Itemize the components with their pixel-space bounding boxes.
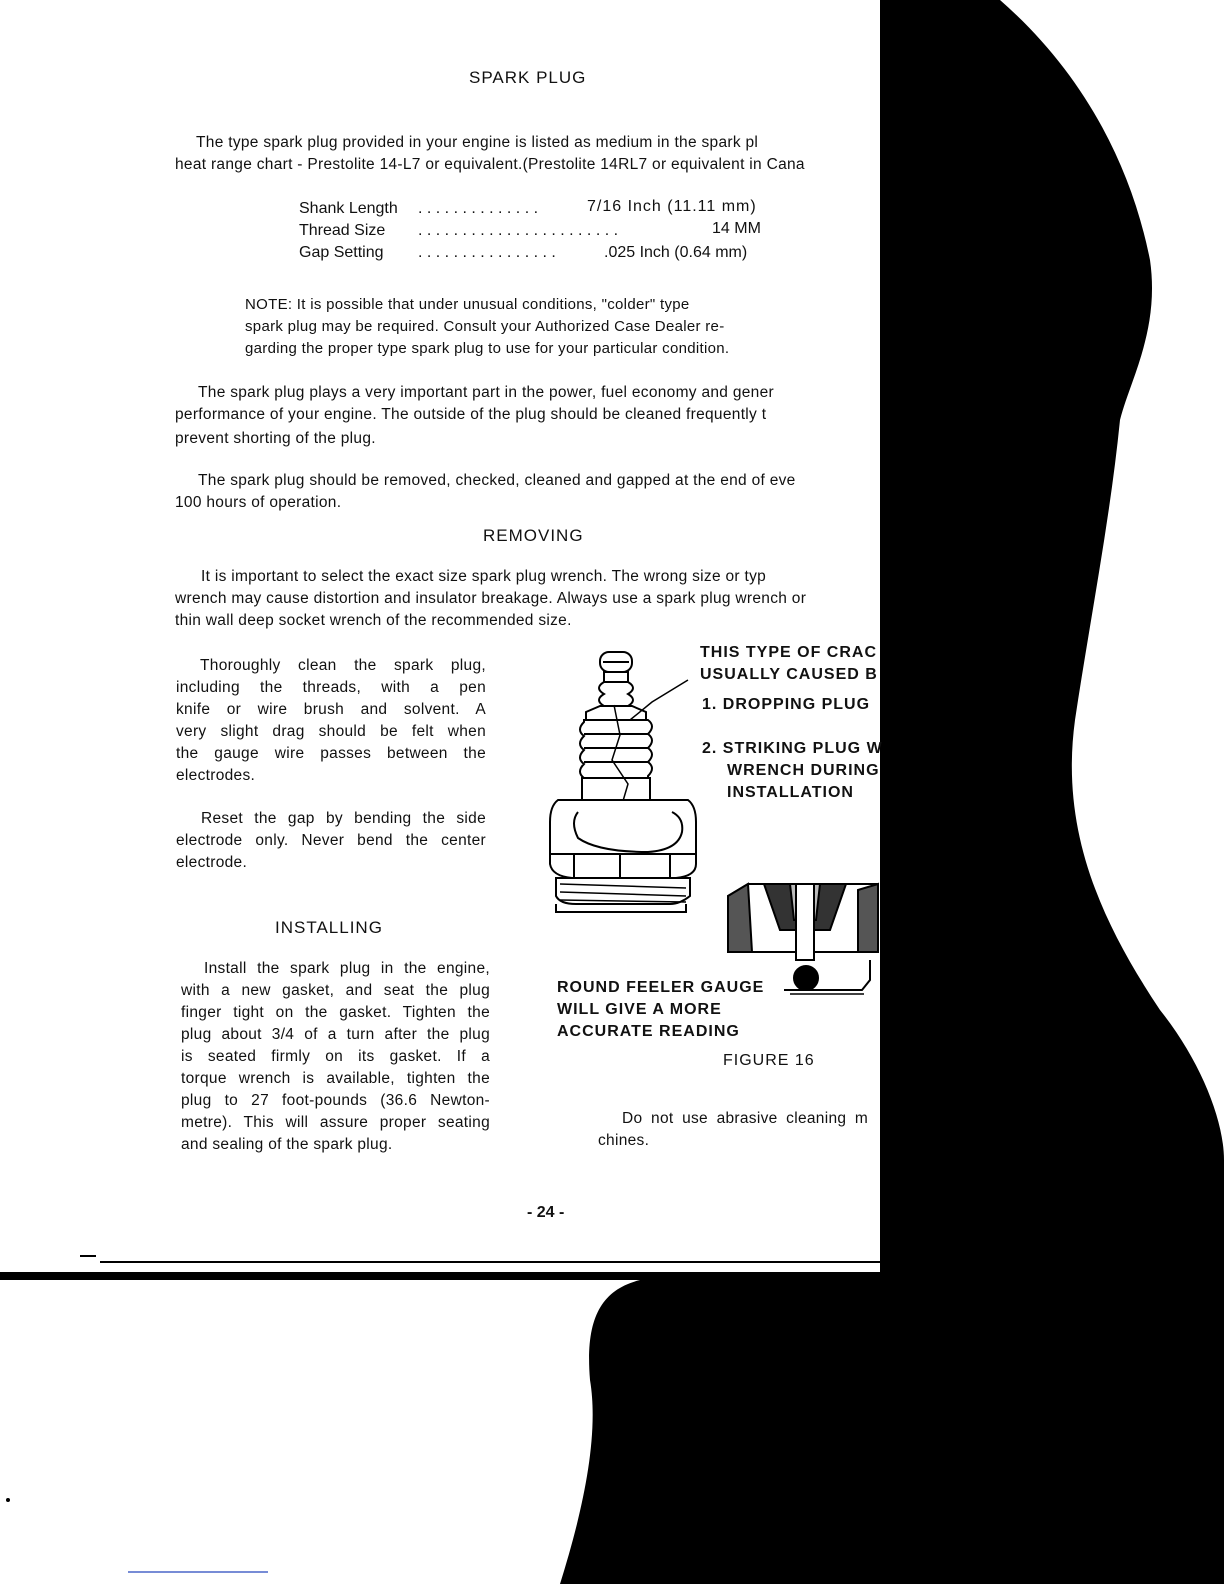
install-line-1: Install the spark plug in the engine, bbox=[204, 960, 490, 977]
gauge-caption-line-1: ROUND FEELER GAUGE bbox=[557, 979, 765, 996]
spec-leader-shank: . . . . . . . . . . . . . . bbox=[418, 200, 539, 217]
install-line-5: is seated firmly on its gasket. If a bbox=[181, 1048, 490, 1065]
intro-line-1: The type spark plug provided in your engine is listed as medium in the spark pl bbox=[196, 134, 759, 151]
abrasive-line-2: chines. bbox=[598, 1132, 650, 1149]
clean-line-4: very slight drag should be felt when bbox=[176, 723, 486, 740]
install-line-2: with a new gasket, and seat the plug bbox=[181, 982, 490, 999]
removing-heading: REMOVING bbox=[483, 526, 584, 545]
gauge-caption-line-3: ACCURATE READING bbox=[557, 1023, 740, 1040]
reset-line-1: Reset the gap by bending the side bbox=[201, 810, 486, 827]
installing-heading: INSTALLING bbox=[275, 918, 383, 937]
gauge-caption-line-2: WILL GIVE A MORE bbox=[557, 1001, 722, 1018]
removing-line-2: wrench may cause distortion and insulator breakage. Always use a spark plug wrench or bbox=[175, 590, 807, 607]
removing-line-1: It is important to select the exact size spark plug wrench. The wrong size or typ bbox=[201, 568, 767, 585]
spec-value-shank: 7/16 Inch (11.11 mm) bbox=[587, 198, 757, 215]
note-line-1: NOTE: It is possible that under unusual conditions, "colder" type bbox=[245, 296, 690, 313]
spec-leader-gap: . . . . . . . . . . . . . . . . bbox=[418, 244, 556, 261]
para2-line-1: The spark plug plays a very important part in the power, fuel economy and gener bbox=[198, 384, 774, 401]
clean-line-3: knife or wire brush and solvent. A bbox=[176, 701, 486, 718]
install-line-4: plug about 3/4 of a turn after the plug bbox=[181, 1026, 490, 1043]
install-line-6: torque wrench is available, tighten the bbox=[181, 1070, 490, 1087]
reset-line-2: electrode only. Never bend the center bbox=[176, 832, 486, 849]
page-title: SPARK PLUG bbox=[469, 68, 587, 87]
binding-shadow bbox=[560, 0, 1224, 1584]
crack-caption-line-5: WRENCH DURING bbox=[727, 762, 880, 779]
install-line-7: plug to 27 foot-pounds (36.6 Newton- bbox=[181, 1092, 490, 1109]
clean-line-2: including the threads, with a pen bbox=[176, 679, 486, 696]
figure-label: FIGURE 16 bbox=[723, 1052, 815, 1069]
spec-label-gap: Gap Setting bbox=[299, 244, 384, 261]
spec-leader-thread: . . . . . . . . . . . . . . . . . . . . . . . bbox=[418, 222, 619, 239]
spec-label-shank: Shank Length bbox=[299, 200, 398, 217]
clean-line-6: electrodes. bbox=[176, 767, 256, 784]
para2-line-2: performance of your engine. The outside of the plug should be cleaned frequently t bbox=[175, 406, 767, 423]
page-bottom-band bbox=[0, 1272, 880, 1280]
para3-line-1: The spark plug should be removed, checked, cleaned and gapped at the end of eve bbox=[198, 472, 796, 489]
crack-caption-line-3: 1. DROPPING PLUG bbox=[702, 696, 871, 713]
clean-line-1: Thoroughly clean the spark plug, bbox=[200, 657, 486, 674]
spark-plug-illustration bbox=[550, 652, 696, 912]
spec-value-thread: 14 MM bbox=[712, 220, 761, 237]
abrasive-line-1: Do not use abrasive cleaning m bbox=[622, 1110, 869, 1127]
crack-caption-line-4: 2. STRIKING PLUG W bbox=[702, 740, 883, 757]
spec-label-thread: Thread Size bbox=[299, 222, 386, 239]
para2-line-3: prevent shorting of the plug. bbox=[175, 430, 376, 447]
crack-caption-line-2: USUALLY CAUSED B bbox=[700, 666, 878, 683]
crack-caption-line-1: THIS TYPE OF CRAC bbox=[700, 644, 878, 661]
install-line-9: and sealing of the spark plug. bbox=[181, 1136, 393, 1153]
crack-caption-line-6: INSTALLATION bbox=[727, 784, 854, 801]
install-line-3: finger tight on the gasket. Tighten the bbox=[181, 1004, 490, 1021]
page-number: - 24 - bbox=[527, 1204, 565, 1221]
spec-value-gap: .025 Inch (0.64 mm) bbox=[604, 244, 748, 261]
para3-line-2: 100 hours of operation. bbox=[175, 494, 342, 511]
removing-line-3: thin wall deep socket wrench of the recommended size. bbox=[175, 612, 572, 629]
note-line-3: garding the proper type spark plug to use for your particular condition. bbox=[245, 340, 730, 357]
reset-line-3: electrode. bbox=[176, 854, 248, 871]
note-line-2: spark plug may be required. Consult your Authorized Case Dealer re- bbox=[245, 318, 725, 335]
clean-line-5: the gauge wire passes between the bbox=[176, 745, 486, 762]
install-line-8: metre). This will assure proper seating bbox=[181, 1114, 490, 1131]
intro-line-2: heat range chart - Prestolite 14-L7 or equivalent.(Prestolite 14RL7 or equivalent in Cana bbox=[175, 156, 805, 173]
